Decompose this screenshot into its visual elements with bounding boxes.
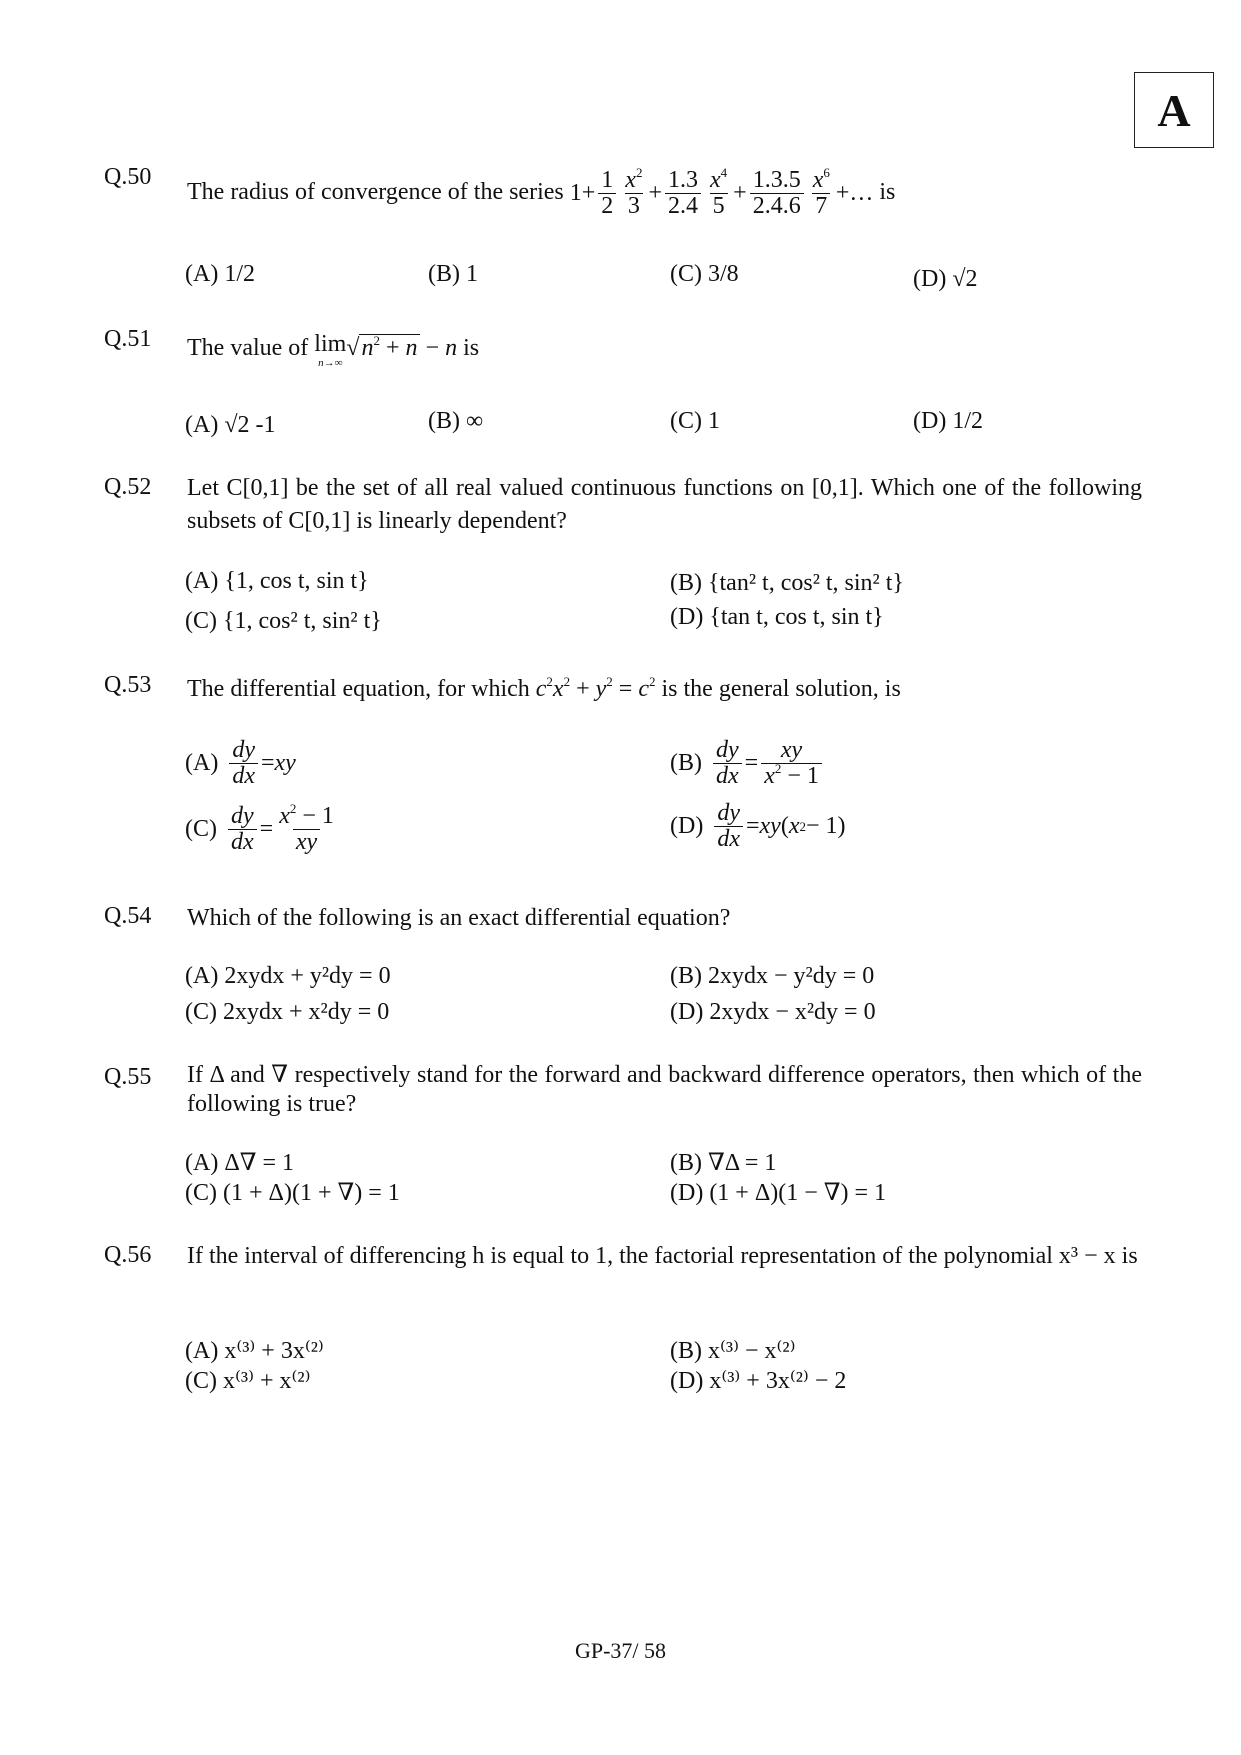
option-55-c[interactable]: (C) (1 + Δ)(1 + ∇) = 1 [185, 1180, 400, 1206]
option-51-d[interactable]: (D) 1/2 [913, 408, 983, 434]
option-51-a[interactable]: (A) √2 -1 [185, 412, 276, 438]
series-expression: 1+ $\frac{1}{2}$ $\frac{x^2}{3}$ + $\frac{1.3}{2.4}$ $\frac{x^4}{5}$ + $\frac{1.3.5}{2.4.6}$ $\frac{x^6}{7}$ +… [569, 165, 874, 220]
question-number-51: Q.51 [104, 326, 152, 352]
option-53-d[interactable]: (D) $\frac{dy}{dx}$ = xy ( x 2 − 1) [670, 800, 846, 853]
page-footer: GP-37/ 58 [574, 1638, 667, 1663]
option-51-b[interactable]: (B) ∞ [428, 408, 484, 434]
question-number-56: Q.56 [104, 1242, 152, 1268]
question-50-stem: The radius of convergence of the series [187, 179, 564, 206]
option-50-b[interactable]: (B) 1 [428, 261, 478, 287]
set-code-box [1134, 72, 1214, 148]
question-text-52: Let C[0,1] be the set of all real valued continuous functions on [0,1]. Which one of the following subsets of C[0,1] is linearly dependent? [187, 475, 1142, 534]
limit-expression: lim n→∞ [314, 331, 347, 369]
option-50-c[interactable]: (C) 3/8 [670, 261, 739, 287]
option-54-b[interactable]: (B) 2xydx − y²dy = 0 [670, 963, 875, 989]
option-54-a[interactable]: (A) 2xydx + y²dy = 0 [185, 963, 391, 989]
question-number-50: Q.50 [104, 164, 152, 190]
option-50-a[interactable]: (A) 1/2 [185, 261, 255, 287]
option-56-b[interactable]: (B) x⁽³⁾ − x⁽²⁾ [670, 1338, 796, 1364]
option-56-a[interactable]: (A) x⁽³⁾ + 3x⁽²⁾ [185, 1338, 324, 1364]
question-text-51: The value of lim n→∞ $√n^2 + n - n$ is [187, 331, 480, 369]
question-number-55: Q.55 [104, 1064, 152, 1090]
set-code: A [1157, 84, 1191, 136]
option-54-d[interactable]: (D) 2xydx − x²dy = 0 [670, 999, 876, 1025]
question-text-55: If Δ and ∇ respectively stand for the forward and backward difference operators, then which of the following is true? [187, 1062, 1142, 1117]
option-55-d[interactable]: (D) (1 + Δ)(1 − ∇) = 1 [670, 1180, 887, 1206]
question-number-53: Q.53 [104, 672, 152, 698]
option-52-c[interactable]: (C) {1, cos² t, sin² t} [185, 608, 382, 634]
option-52-a[interactable]: (A) {1, cos t, sin t} [185, 568, 369, 594]
question-50-tail: is [879, 179, 896, 206]
option-53-a[interactable]: (A) $\frac{dy}{dx}$ = xy [185, 737, 296, 790]
general-solution: $c^2x^2 + y^2 = c^2$ [535, 674, 656, 702]
question-53-tail: is the general solution, is [661, 676, 901, 702]
option-55-a[interactable]: (A) Δ∇ = 1 [185, 1150, 295, 1176]
question-text-50 [187, 165, 1142, 220]
option-51-c[interactable]: (C) 1 [670, 408, 720, 434]
option-53-c[interactable]: (C) $\frac{dy}{dx}$ = $\frac{x^2 - 1}{xy}$ [185, 801, 334, 856]
option-54-c[interactable]: (C) 2xydx + x²dy = 0 [185, 999, 390, 1025]
sqrt-expression: $√n^2 + n$ [346, 333, 418, 361]
question-text-56: If the interval of differencing h is equal to 1, the factorial representation of the polynomial x³ − x is [187, 1243, 1138, 1269]
question-number-54: Q.54 [104, 903, 152, 929]
question-number-52: Q.52 [104, 474, 152, 500]
option-50-d[interactable]: (D) √2 [913, 266, 978, 292]
question-53-stem: The differential equation, for which [187, 676, 530, 702]
option-52-d[interactable]: (D) {tan t, cos t, sin t} [670, 604, 884, 630]
question-text-54: Which of the following is an exact differential equation? [187, 905, 731, 931]
question-51-stem: The value of [187, 335, 309, 361]
option-56-c[interactable]: (C) x⁽³⁾ + x⁽²⁾ [185, 1368, 311, 1394]
option-53-b[interactable]: (B) $\frac{dy}{dx}$ = $\frac{xy}{x^2 - 1}$ [670, 738, 825, 789]
option-52-b[interactable]: (B) {tan² t, cos² t, sin² t} [670, 570, 904, 596]
question-text-53 [187, 673, 1142, 706]
option-55-b[interactable]: (B) ∇Δ = 1 [670, 1150, 777, 1176]
question-51-tail: is [463, 335, 480, 361]
option-56-d[interactable]: (D) x⁽³⁾ + 3x⁽²⁾ − 2 [670, 1368, 847, 1394]
